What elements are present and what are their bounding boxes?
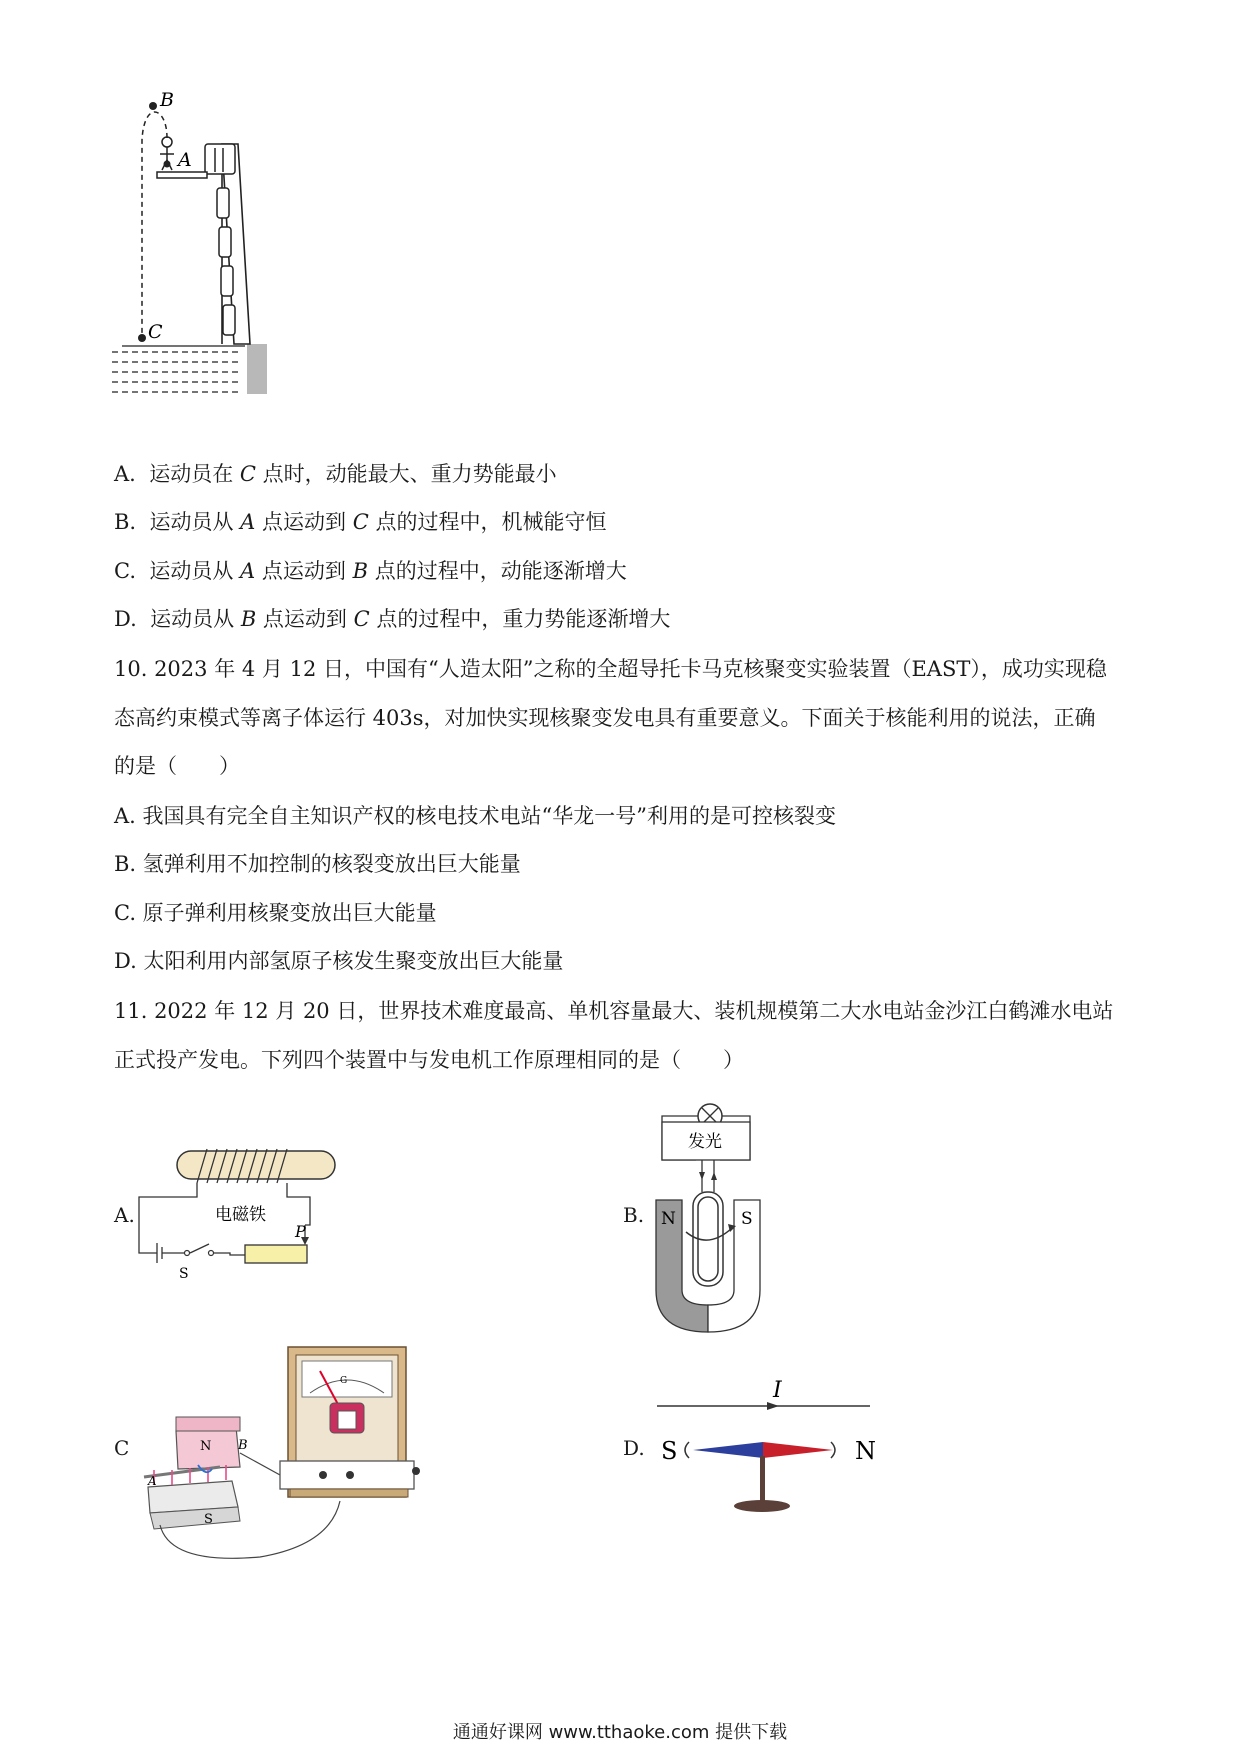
fig-b-north-label: N xyxy=(661,1209,676,1229)
fig-c-rod-b-label: B xyxy=(238,1438,248,1453)
fig-d-current-label: I xyxy=(773,1378,782,1403)
fig-c-meter-label: G xyxy=(340,1376,348,1386)
q9-option-b: B. 运动员从 A 点运动到 C 点的过程中，机械能守恒 xyxy=(114,510,607,534)
q9-option-a: A. 运动员在 C 点时，动能最大、重力势能最小 xyxy=(114,462,557,486)
q9-option-c: C. 运动员从 A 点运动到 B 点的过程中，动能逐渐增大 xyxy=(114,559,627,583)
fig-c-label: C xyxy=(114,1436,130,1460)
fig-c-south-label: S xyxy=(204,1512,213,1527)
fig-c-north-label: N xyxy=(200,1439,212,1454)
fig-b-label: B. xyxy=(623,1203,645,1227)
q10-option-b: B. 氢弹利用不加控制的核裂变放出巨大能量 xyxy=(114,852,521,876)
fig-b-generator xyxy=(650,1100,780,1335)
fig-b-south-label: S xyxy=(741,1209,753,1229)
q11-stem-line-1: 11. 2022 年 12 月 20 日，世界技术难度最高、单机容量最大、装机规模第二大水电站金沙江白鹤滩水电站 xyxy=(114,999,1114,1023)
q10-option-a: A. 我国具有完全自主知识产权的核电技术电站“华龙一号”利用的是可控核裂变 xyxy=(114,804,836,828)
q10-stem-line-3: 的是（ ） xyxy=(114,754,240,778)
q9-option-d: D. 运动员从 B 点运动到 C 点的过程中，重力势能逐渐增大 xyxy=(114,607,671,631)
fig-d-north-label: N xyxy=(855,1437,876,1465)
label-point-a: A xyxy=(178,149,192,171)
label-point-b: B xyxy=(160,92,174,111)
fig-d-south-label: S xyxy=(661,1437,678,1465)
q10-stem-line-1: 10. 2023 年 4 月 12 日，中国有“人造太阳”之称的全超导托卡马克核聚变实验装置（EAST），成功实现稳 xyxy=(114,657,1107,681)
label-point-c: C xyxy=(148,321,163,343)
q10-option-c: C. 原子弹利用核聚变放出巨大能量 xyxy=(114,901,437,925)
fig-c-rod-a-label: A xyxy=(148,1474,157,1488)
q10-stem-line-2: 态高约束模式等离子体运行 403s，对加快实现核聚变发电具有重要意义。下面关于核能利用的说法，正确 xyxy=(114,706,1096,730)
fig-a-magnet-text: 电磁铁 xyxy=(215,1205,266,1225)
fig-a-label: A. xyxy=(114,1203,135,1227)
fig-d-oersted-experiment xyxy=(655,1378,885,1533)
q10-option-d: D. 太阳利用内部氢原子核发生聚变放出巨大能量 xyxy=(114,949,564,973)
fig-c-galvanometer-experiment xyxy=(140,1335,430,1560)
fig-a-switch-label: S xyxy=(179,1266,189,1282)
fig-a-electromagnet-circuit xyxy=(135,1145,345,1285)
fig-d-label: D. xyxy=(623,1436,645,1460)
page-footer: 通通好课网 www.tthaoke.com 提供下载 xyxy=(452,1722,788,1743)
fig-a-slider-label: P xyxy=(295,1222,306,1241)
q11-stem-line-2: 正式投产发电。下列四个装置中与发电机工作原理相同的是（ ） xyxy=(114,1048,744,1072)
fig-b-lamp-text: 发光 xyxy=(688,1132,722,1152)
diving-figure xyxy=(110,92,290,442)
